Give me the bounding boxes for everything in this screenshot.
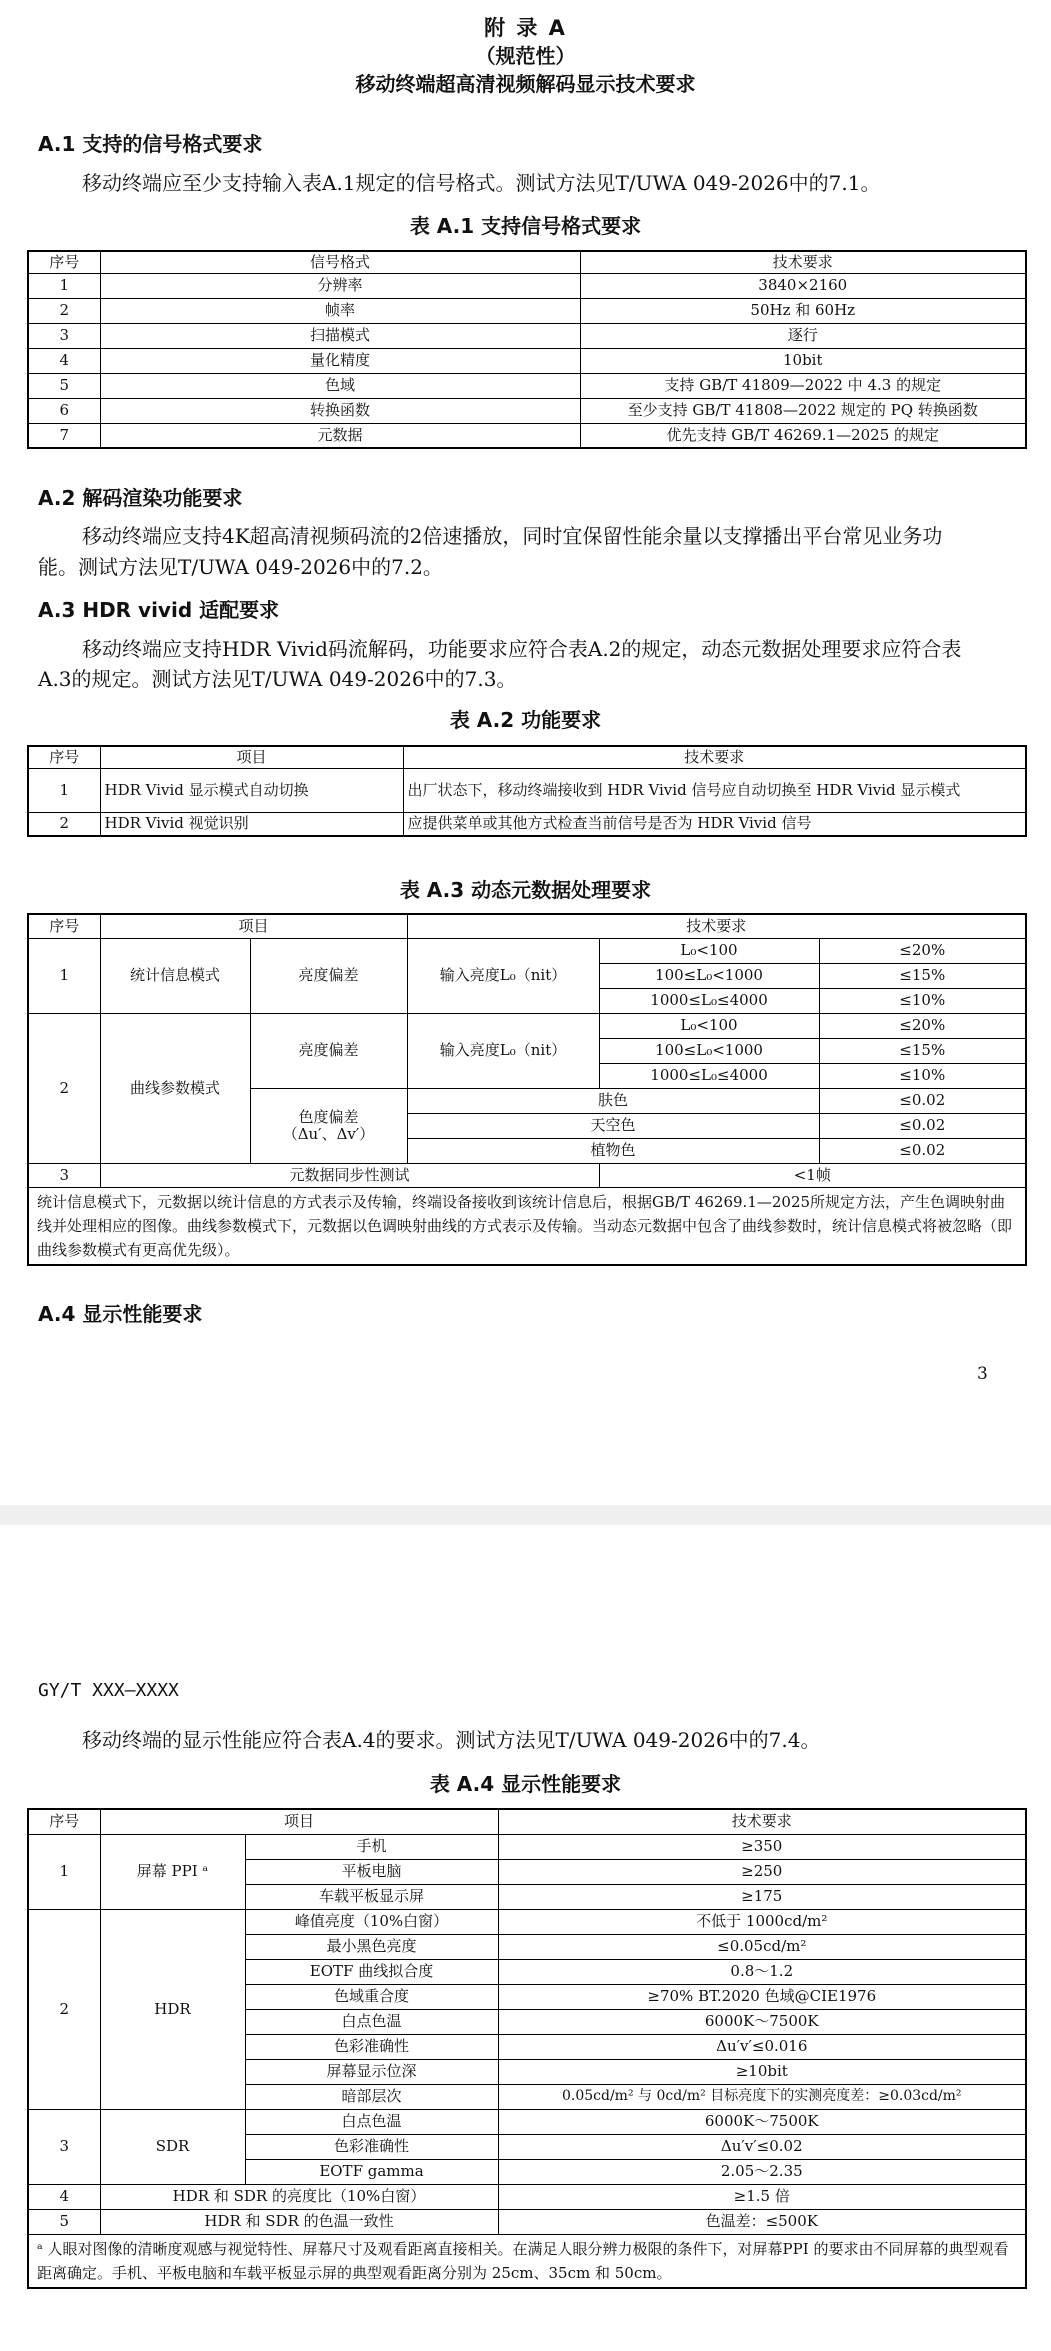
table-cell: 4 bbox=[28, 2184, 100, 2209]
table-cell: 100≤L₀<1000 bbox=[599, 963, 819, 988]
table-footnote: ᵃ 人眼对图像的清晰度观感与视觉特性、屏幕尺寸及观看距离直接相关。在满足人眼分辨力极限的条件下，对屏幕PPI 的要求由不同屏幕的典型观看距离确定。手机、平板电脑和车载平板显示屏的典型观看距离分别为 25cm、35cm 和 50cm。 bbox=[28, 2234, 1026, 2288]
table-cell: 扫描模式 bbox=[100, 323, 580, 348]
table-cell: 优先支持 GB/T 46269.1—2025 的规定 bbox=[580, 423, 1026, 448]
table-cell: 色彩准确性 bbox=[245, 2034, 498, 2059]
header-cell: 项目 bbox=[100, 1809, 498, 1834]
table-cell: 亮度偏差 bbox=[250, 938, 407, 1013]
table-header-row bbox=[28, 914, 1026, 938]
table-cell: 2 bbox=[28, 1909, 100, 2109]
table-cell: HDR bbox=[100, 1909, 245, 2109]
table-cell: 最小黑色亮度 bbox=[245, 1934, 498, 1959]
table-cell: 天空色 bbox=[407, 1113, 819, 1138]
table-cell: 输入亮度L₀（nit） bbox=[407, 1013, 599, 1088]
section-a3-text-line1: 移动终端应支持HDR Vivid码流解码，功能要求应符合表A.2的规定，动态元数据处理要求应符合表 bbox=[82, 637, 962, 661]
table-cell: 转换函数 bbox=[100, 398, 580, 423]
table-row bbox=[28, 273, 1026, 298]
table-cell: 屏幕 PPI ᵃ bbox=[100, 1834, 245, 1909]
table-row bbox=[28, 1834, 1026, 1859]
table-cell: 色温差：≤500K bbox=[498, 2209, 1026, 2234]
table-cell: 车载平板显示屏 bbox=[245, 1884, 498, 1909]
table-row bbox=[28, 298, 1026, 323]
table-cell: 色域重合度 bbox=[245, 1984, 498, 2009]
section-a1-text: 移动终端应至少支持输入表A.1规定的信号格式。测试方法见T/UWA 049-2026中的7.1。 bbox=[82, 171, 881, 195]
table-cell: 1 bbox=[28, 1834, 100, 1909]
header-cell: 技术要求 bbox=[498, 1809, 1026, 1834]
table-cell: 亮度偏差 bbox=[250, 1013, 407, 1088]
table-cell: 2 bbox=[28, 298, 100, 323]
table-cell: 白点色温 bbox=[245, 2009, 498, 2034]
table-header-row bbox=[28, 251, 1026, 273]
table-cell: <1帧 bbox=[599, 1163, 1026, 1187]
table-cell: 10bit bbox=[580, 348, 1026, 373]
section-a2-text-line2: 能。测试方法见T/UWA 049-2026中的7.2。 bbox=[38, 555, 443, 579]
table-cell: ≤0.02 bbox=[819, 1088, 1026, 1113]
table-cell: HDR 和 SDR 的色温一致性 bbox=[100, 2209, 498, 2234]
table-cell: 4 bbox=[28, 348, 100, 373]
header-cell: 序号 bbox=[28, 914, 100, 938]
table-cell: 6000K～7500K bbox=[498, 2109, 1026, 2134]
table-cell: ≤0.05cd/m² bbox=[498, 1934, 1026, 1959]
table-cell: 屏幕显示位深 bbox=[245, 2059, 498, 2084]
table-cell: 3 bbox=[28, 323, 100, 348]
table-cell: 1 bbox=[28, 938, 100, 1013]
table-a1 bbox=[27, 250, 1027, 449]
table-cell: 7 bbox=[28, 423, 100, 448]
table-cell: HDR Vivid 显示模式自动切换 bbox=[100, 768, 403, 812]
page-header: GY/T XXX—XXXX bbox=[38, 1680, 179, 1701]
table-cell: 肤色 bbox=[407, 1088, 819, 1113]
header-cell: 序号 bbox=[28, 251, 100, 273]
color-deviation-sub: （Δu′、Δv′） bbox=[282, 1124, 375, 1143]
table-cell: 0.05cd/m² 与 0cd/m² 目标亮度下的实测亮度差：≥0.03cd/m² bbox=[498, 2084, 1026, 2109]
table-a4-intro: 移动终端的显示性能应符合表A.4的要求。测试方法见T/UWA 049-2026中的7.4。 bbox=[82, 1728, 821, 1752]
table-cell: SDR bbox=[100, 2109, 245, 2184]
page-number: 3 bbox=[977, 1364, 988, 1384]
table-cell: 量化精度 bbox=[100, 348, 580, 373]
table-cell: 1000≤L₀≤4000 bbox=[599, 1063, 819, 1088]
table-cell: 分辨率 bbox=[100, 273, 580, 298]
table-row bbox=[28, 423, 1026, 448]
table-note-row bbox=[28, 2234, 1026, 2288]
table-a4-caption: 表 A.4 显示性能要求 bbox=[429, 1772, 622, 1796]
table-row bbox=[28, 398, 1026, 423]
header-cell: 项目 bbox=[100, 746, 403, 768]
table-cell: 支持 GB/T 41809—2022 中 4.3 的规定 bbox=[580, 373, 1026, 398]
table-cell: ≥250 bbox=[498, 1859, 1026, 1884]
table-cell: Δu′v′≤0.016 bbox=[498, 2034, 1026, 2059]
table-cell: 逐行 bbox=[580, 323, 1026, 348]
table-header-row bbox=[28, 1809, 1026, 1834]
section-a1-heading: A.1 支持的信号格式要求 bbox=[38, 132, 263, 156]
table-cell: Δu′v′≤0.02 bbox=[498, 2134, 1026, 2159]
table-cell: 2 bbox=[28, 1013, 100, 1163]
table-cell: 色域 bbox=[100, 373, 580, 398]
table-cell: ≤10% bbox=[819, 988, 1026, 1013]
table-row bbox=[28, 1163, 1026, 1187]
section-a4-heading: A.4 显示性能要求 bbox=[38, 1302, 203, 1326]
table-cell: 元数据 bbox=[100, 423, 580, 448]
table-cell: 3 bbox=[28, 1163, 100, 1187]
table-row bbox=[28, 323, 1026, 348]
table-a2-caption: 表 A.2 功能要求 bbox=[449, 708, 602, 732]
table-cell: ≤20% bbox=[819, 938, 1026, 963]
table-cell: 植物色 bbox=[407, 1138, 819, 1163]
table-cell: ≤20% bbox=[819, 1013, 1026, 1038]
table-cell: 50Hz 和 60Hz bbox=[580, 298, 1026, 323]
table-cell: L₀<100 bbox=[599, 1013, 819, 1038]
table-cell: 5 bbox=[28, 2209, 100, 2234]
table-row bbox=[28, 1013, 1026, 1038]
table-cell: 不低于 1000cd/m² bbox=[498, 1909, 1026, 1934]
table-cell bbox=[250, 1088, 407, 1163]
section-a3-text-line2: A.3的规定。测试方法见T/UWA 049-2026中的7.3。 bbox=[38, 667, 517, 691]
table-cell: ≤10% bbox=[819, 1063, 1026, 1088]
table-cell: ≤15% bbox=[819, 1038, 1026, 1063]
header-cell: 项目 bbox=[100, 914, 407, 938]
table-a3 bbox=[27, 913, 1027, 1266]
color-deviation-label: 色度偏差 bbox=[298, 1107, 359, 1126]
table-row bbox=[28, 812, 1026, 836]
table-row bbox=[28, 1909, 1026, 1934]
table-cell: 5 bbox=[28, 373, 100, 398]
table-cell: 手机 bbox=[245, 1834, 498, 1859]
table-cell: 色彩准确性 bbox=[245, 2134, 498, 2159]
header-cell: 信号格式 bbox=[100, 251, 580, 273]
appendix-title: 附 录 A bbox=[484, 16, 567, 40]
table-cell: ≤0.02 bbox=[819, 1113, 1026, 1138]
table-cell: 1000≤L₀≤4000 bbox=[599, 988, 819, 1013]
table-cell: ≥1.5 倍 bbox=[498, 2184, 1026, 2209]
table-a4 bbox=[27, 1808, 1027, 2289]
section-a2-heading: A.2 解码渲染功能要求 bbox=[38, 486, 243, 510]
table-row bbox=[28, 2184, 1026, 2209]
header-cell: 技术要求 bbox=[407, 914, 1026, 938]
table-cell: ≥10bit bbox=[498, 2059, 1026, 2084]
header-cell: 序号 bbox=[28, 746, 100, 768]
table-cell: 100≤L₀<1000 bbox=[599, 1038, 819, 1063]
table-row bbox=[28, 938, 1026, 963]
table-cell: HDR Vivid 视觉识别 bbox=[100, 812, 403, 836]
table-cell: 2 bbox=[28, 812, 100, 836]
table-cell: 输入亮度L₀（nit） bbox=[407, 938, 599, 1013]
table-cell: 6000K～7500K bbox=[498, 2009, 1026, 2034]
table-cell: 至少支持 GB/T 41808—2022 规定的 PQ 转换函数 bbox=[580, 398, 1026, 423]
table-cell: 0.8～1.2 bbox=[498, 1959, 1026, 1984]
table-cell: HDR 和 SDR 的亮度比（10%白窗） bbox=[100, 2184, 498, 2209]
table-row bbox=[28, 348, 1026, 373]
table-note-row bbox=[28, 1187, 1026, 1265]
table-cell: EOTF 曲线拟合度 bbox=[245, 1959, 498, 1984]
table-a2 bbox=[27, 745, 1027, 837]
table-cell: 6 bbox=[28, 398, 100, 423]
table-cell: 2.05～2.35 bbox=[498, 2159, 1026, 2184]
table-row bbox=[28, 768, 1026, 812]
table-cell: 平板电脑 bbox=[245, 1859, 498, 1884]
table-cell: 应提供菜单或其他方式检查当前信号是否为 HDR Vivid 信号 bbox=[403, 812, 1026, 836]
table-header-row bbox=[28, 746, 1026, 768]
table-a3-caption: 表 A.3 动态元数据处理要求 bbox=[399, 878, 652, 902]
table-cell: 出厂状态下，移动终端接收到 HDR Vivid 信号应自动切换至 HDR Vivid 显示模式 bbox=[403, 768, 1026, 812]
header-cell: 序号 bbox=[28, 1809, 100, 1834]
table-cell: ≤15% bbox=[819, 963, 1026, 988]
table-cell: ≥70% BT.2020 色域@CIE1976 bbox=[498, 1984, 1026, 2009]
section-a3-heading: A.3 HDR vivid 适配要求 bbox=[38, 598, 280, 622]
appendix-type: （规范性） bbox=[475, 44, 576, 68]
table-cell: EOTF gamma bbox=[245, 2159, 498, 2184]
table-cell: 3840×2160 bbox=[580, 273, 1026, 298]
table-row bbox=[28, 2109, 1026, 2134]
table-cell: 暗部层次 bbox=[245, 2084, 498, 2109]
table-cell: ≥350 bbox=[498, 1834, 1026, 1859]
table-cell: 1 bbox=[28, 273, 100, 298]
section-a2-text-line1: 移动终端应支持4K超高清视频码流的2倍速播放，同时宜保留性能余量以支撑播出平台常见业务功 bbox=[82, 524, 943, 548]
table-cell: ≤0.02 bbox=[819, 1138, 1026, 1163]
table-cell: 曲线参数模式 bbox=[100, 1013, 250, 1163]
table-cell: L₀<100 bbox=[599, 938, 819, 963]
table-cell: 帧率 bbox=[100, 298, 580, 323]
table-row bbox=[28, 373, 1026, 398]
header-cell: 技术要求 bbox=[403, 746, 1026, 768]
appendix-subtitle: 移动终端超高清视频解码显示技术要求 bbox=[355, 72, 696, 96]
table-cell: 统计信息模式 bbox=[100, 938, 250, 1013]
table-cell: 峰值亮度（10%白窗） bbox=[245, 1909, 498, 1934]
document-page-2 bbox=[0, 1525, 1051, 2351]
table-row bbox=[28, 2209, 1026, 2234]
header-cell: 技术要求 bbox=[580, 251, 1026, 273]
table-cell: 3 bbox=[28, 2109, 100, 2184]
table-cell: ≥175 bbox=[498, 1884, 1026, 1909]
table-cell: 1 bbox=[28, 768, 100, 812]
table-cell: 白点色温 bbox=[245, 2109, 498, 2134]
table-note: 统计信息模式下，元数据以统计信息的方式表示及传输，终端设备接收到该统计信息后，根据GB/T 46269.1—2025所规定方法，产生色调映射曲线并处理相应的图像。曲线参数模式下，元数据以色调映射曲线的方式表示及传输。当动态元数据中包含了曲线参数时，统计信息模式将被忽略（即曲线参数模式有更高优先级）。 bbox=[28, 1187, 1026, 1265]
table-cell: 元数据同步性测试 bbox=[100, 1163, 599, 1187]
table-a1-caption: 表 A.1 支持信号格式要求 bbox=[409, 214, 642, 238]
